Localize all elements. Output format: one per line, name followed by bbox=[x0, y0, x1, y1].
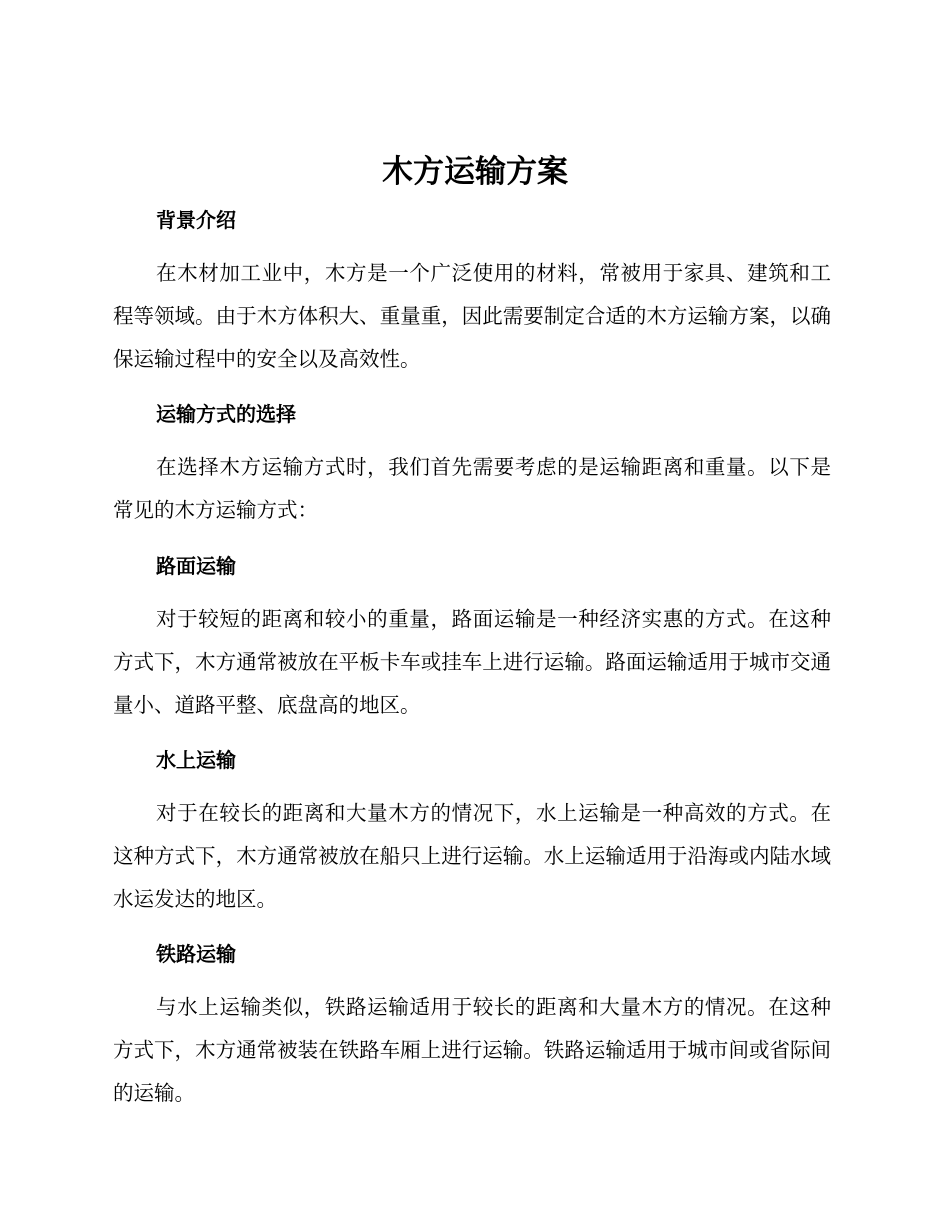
section-heading-transport-choice: 运输方式的选择 bbox=[156, 402, 296, 426]
section-paragraph-road-transport: 对于较短的距离和较小的重量，路面运输是一种经济实惠的方式。在这种方式下，木方通常被放在平板卡车或挂车上进行运输。路面运输适用于城市交通量小、道路平整、底盘高的地区。 bbox=[113, 607, 831, 717]
section-heading-road-transport: 路面运输 bbox=[156, 554, 236, 578]
document-title: 木方运输方案 bbox=[382, 154, 568, 190]
section-paragraph-transport-choice: 在选择木方运输方式时，我们首先需要考虑的是运输距离和重量。以下是常见的木方运输方式： bbox=[113, 455, 831, 522]
section-heading-rail-transport: 铁路运输 bbox=[156, 942, 236, 966]
section-paragraph-background: 在木材加工业中，木方是一个广泛使用的材料，常被用于家具、建筑和工程等领域。由于木方体积大、重量重，因此需要制定合适的木方运输方案，以确保运输过程中的安全以及高效性。 bbox=[113, 261, 831, 371]
section-paragraph-water-transport: 对于在较长的距离和大量木方的情况下，水上运输是一种高效的方式。在这种方式下，木方通常被放在船只上进行运输。水上运输适用于沿海或内陆水域水运发达的地区。 bbox=[113, 801, 831, 911]
section-paragraph-rail-transport: 与水上运输类似，铁路运输适用于较长的距离和大量木方的情况。在这种方式下，木方通常被装在铁路车厢上进行运输。铁路运输适用于城市间或省际间的运输。 bbox=[113, 995, 831, 1105]
section-heading-water-transport: 水上运输 bbox=[156, 748, 236, 772]
section-heading-background: 背景介绍 bbox=[156, 208, 236, 232]
